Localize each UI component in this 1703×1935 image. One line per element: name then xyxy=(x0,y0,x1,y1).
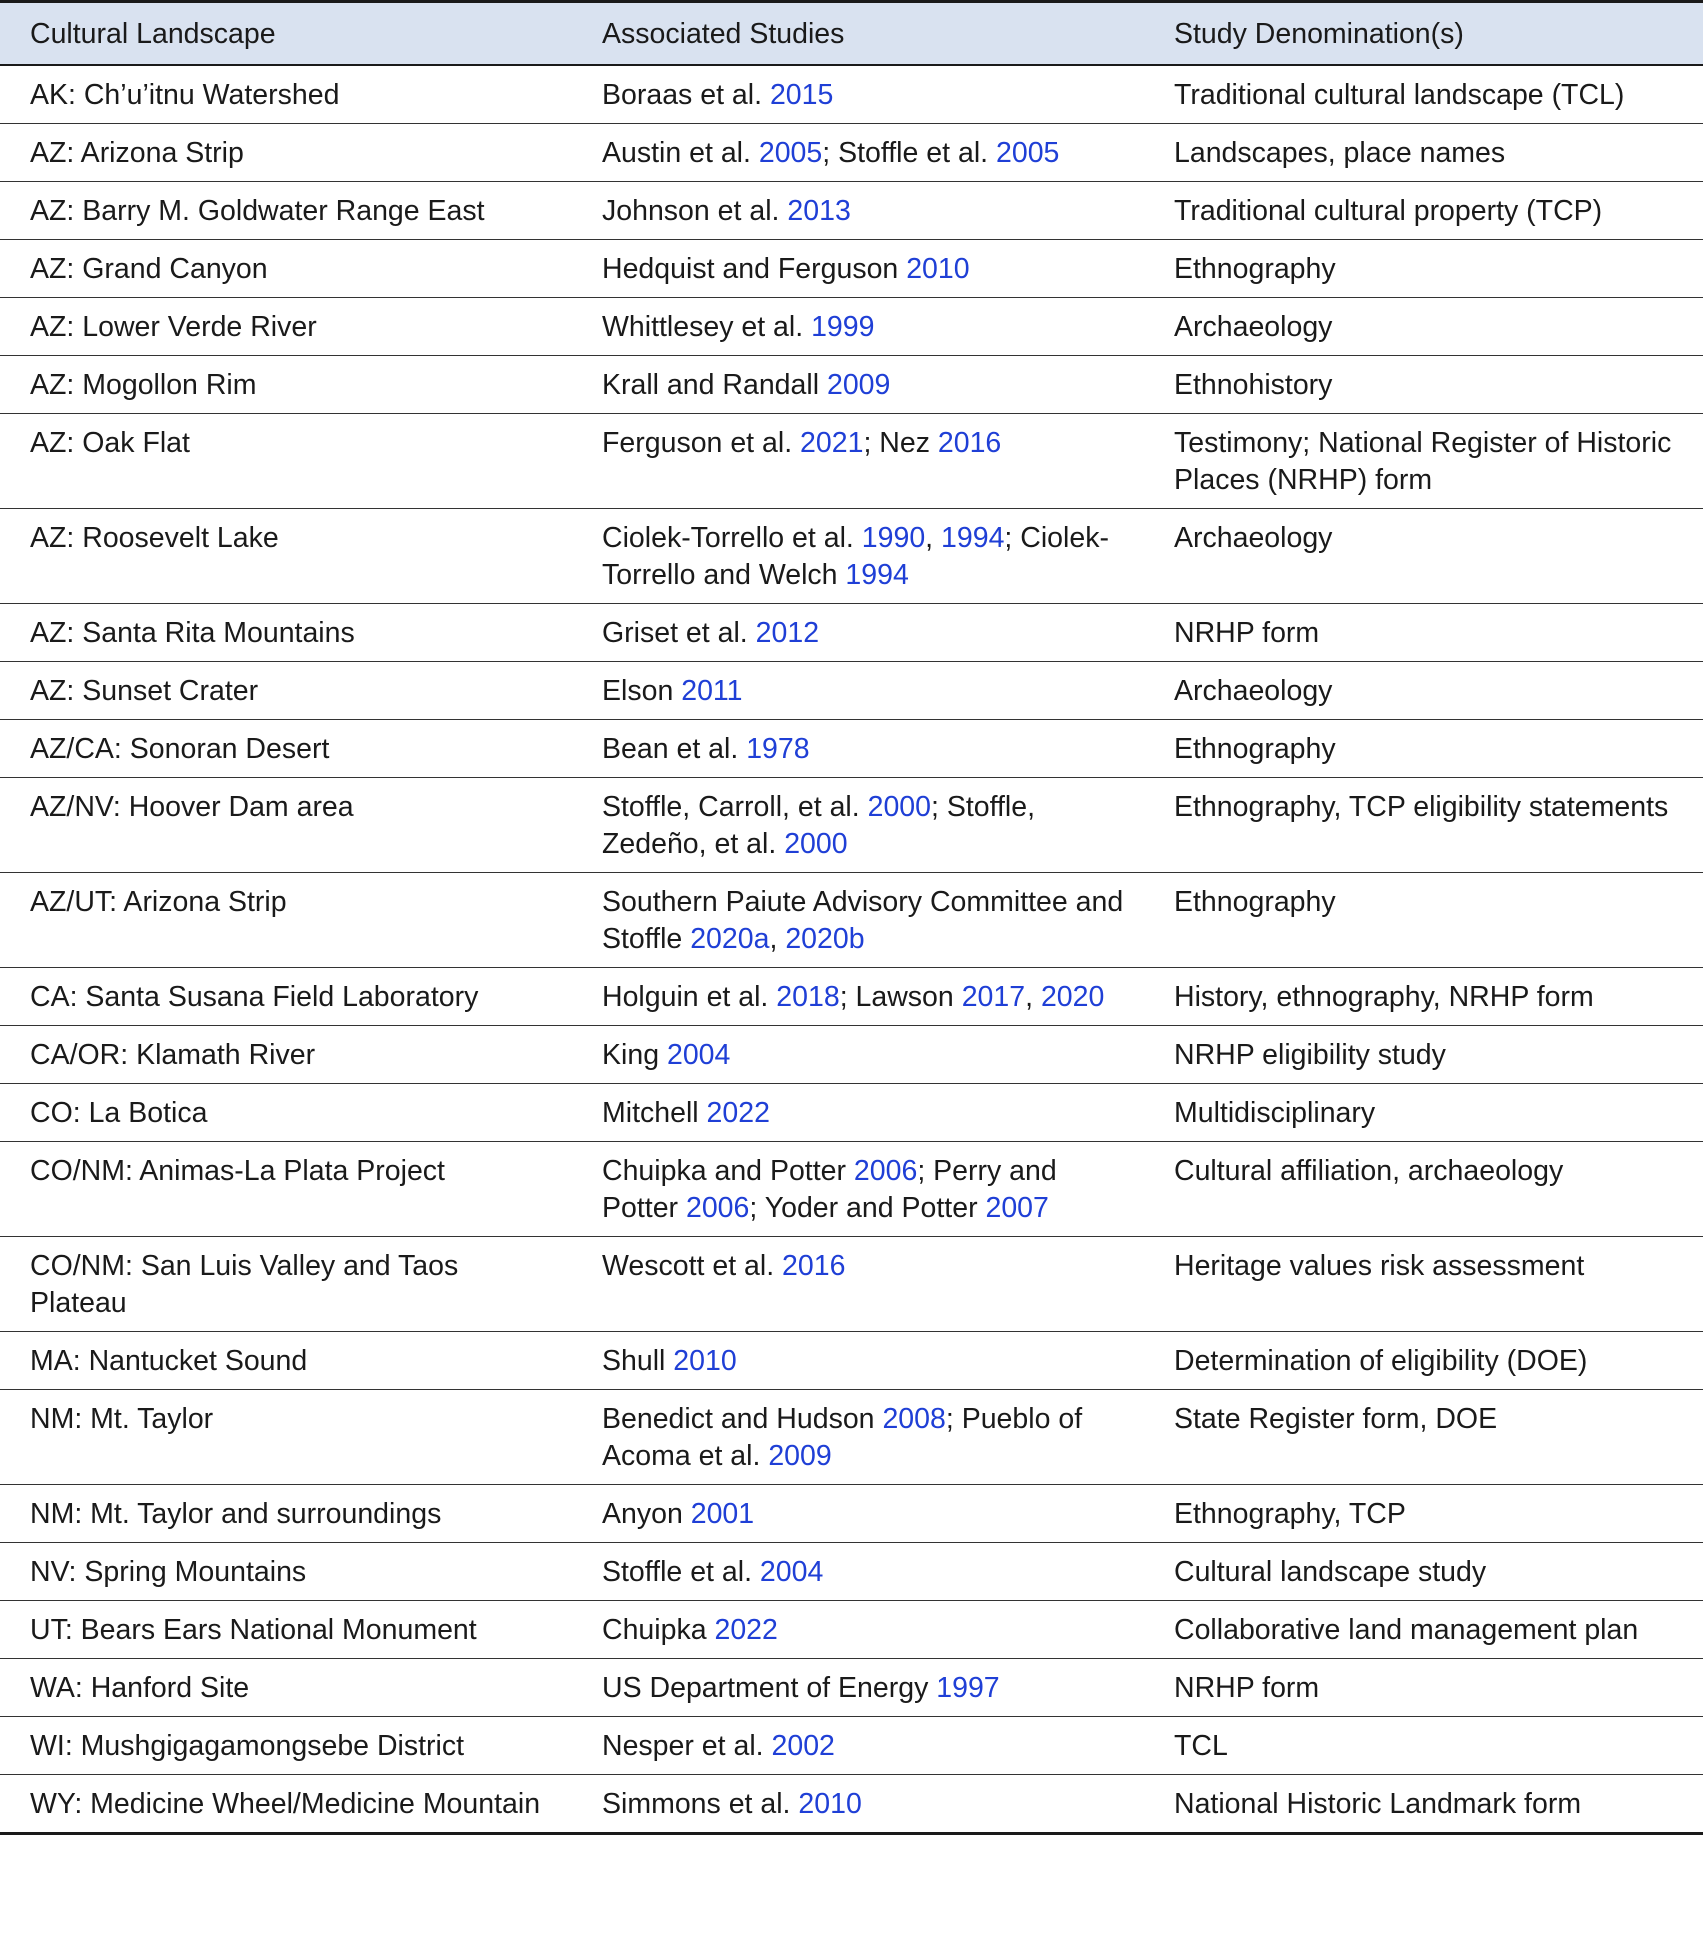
table-row xyxy=(0,240,1703,298)
citation-year-link[interactable]: 2009 xyxy=(768,1440,832,1472)
cell-associated-studies xyxy=(572,1142,1144,1237)
citation-author-text: Anyon xyxy=(602,1498,691,1530)
cell-associated-studies xyxy=(572,604,1144,662)
cell-associated-studies xyxy=(572,356,1144,414)
cell-cultural-landscape: AZ: Barry M. Goldwater Range East xyxy=(0,182,572,240)
citation-year-link[interactable]: 1999 xyxy=(811,311,875,343)
table-row xyxy=(0,509,1703,604)
cell-cultural-landscape: AZ: Grand Canyon xyxy=(0,240,572,298)
cell-cultural-landscape: NV: Spring Mountains xyxy=(0,1543,572,1601)
citation-year-link[interactable]: 2007 xyxy=(985,1192,1049,1224)
citation-year-link[interactable]: 2022 xyxy=(714,1614,778,1646)
citation-author-text: , xyxy=(769,923,786,955)
cell-cultural-landscape: AK: Ch’u’itnu Watershed xyxy=(0,65,572,124)
cell-cultural-landscape: AZ: Arizona Strip xyxy=(0,124,572,182)
citation-author-text: Bean et al. xyxy=(602,733,747,765)
table-row xyxy=(0,778,1703,873)
cell-study-denomination: Landscapes, place names xyxy=(1144,124,1703,182)
table-row xyxy=(0,1543,1703,1601)
cell-associated-studies xyxy=(572,414,1144,509)
cell-associated-studies xyxy=(572,1601,1144,1659)
citation-author-text: , xyxy=(925,522,942,554)
citation-author-text: ; Stoffle, Zedeño, et al. xyxy=(602,791,1036,860)
citation-year-link[interactable]: 2015 xyxy=(769,79,834,111)
citation-author-text: Stoffle, Carroll, et al. xyxy=(602,791,868,823)
citation-author-text: Hedquist and Ferguson xyxy=(602,253,907,285)
cell-associated-studies xyxy=(572,1084,1144,1142)
cell-cultural-landscape: MA: Nantucket Sound xyxy=(0,1332,572,1390)
citation-year-link[interactable]: 2020b xyxy=(785,923,865,955)
cell-associated-studies xyxy=(572,509,1144,604)
citation-author-text: ; Ciolek-Torrello and Welch xyxy=(602,522,1109,591)
citation-author-text: Southern Paiute Advisory Committee and Stoffle xyxy=(602,886,1124,955)
citation-author-text: ; Nez xyxy=(863,427,938,459)
cell-associated-studies xyxy=(572,182,1144,240)
citation-author-text: Holguin et al. xyxy=(602,981,777,1013)
citation-author-text: Mitchell xyxy=(602,1097,707,1129)
citation-year-link[interactable]: 2008 xyxy=(882,1403,946,1435)
cell-cultural-landscape: AZ/UT: Arizona Strip xyxy=(0,873,572,968)
cell-associated-studies xyxy=(572,720,1144,778)
cell-cultural-landscape: AZ: Roosevelt Lake xyxy=(0,509,572,604)
citation-author-text: ; Lawson xyxy=(839,981,962,1013)
citation-year-link[interactable]: 2006 xyxy=(685,1192,750,1224)
cell-study-denomination: History, ethnography, NRHP form xyxy=(1144,968,1703,1026)
cell-associated-studies xyxy=(572,873,1144,968)
cell-cultural-landscape: AZ: Mogollon Rim xyxy=(0,356,572,414)
cell-cultural-landscape: WY: Medicine Wheel/Medicine Mountain xyxy=(0,1775,572,1834)
table-row xyxy=(0,604,1703,662)
cell-associated-studies xyxy=(572,1659,1144,1717)
citation-year-link[interactable]: 2010 xyxy=(673,1345,737,1377)
cell-cultural-landscape: UT: Bears Ears National Monument xyxy=(0,1601,572,1659)
cell-study-denomination: NRHP eligibility study xyxy=(1144,1026,1703,1084)
header-cultural-landscape: Cultural Landscape xyxy=(0,2,572,66)
cell-associated-studies xyxy=(572,662,1144,720)
table-body xyxy=(0,65,1703,1834)
cell-study-denomination: Determination of eligibility (DOE) xyxy=(1144,1332,1703,1390)
cell-associated-studies xyxy=(572,240,1144,298)
cell-associated-studies xyxy=(572,1775,1144,1834)
cell-cultural-landscape: CO/NM: San Luis Valley and Taos Plateau xyxy=(0,1237,572,1332)
citation-year-link[interactable]: 2010 xyxy=(798,1788,862,1820)
cell-study-denomination: Cultural affiliation, archaeology xyxy=(1144,1142,1703,1237)
table-row xyxy=(0,1237,1703,1332)
table-row xyxy=(0,1659,1703,1717)
cell-associated-studies xyxy=(572,65,1144,124)
cell-cultural-landscape: AZ: Oak Flat xyxy=(0,414,572,509)
cell-study-denomination: Ethnography, TCP xyxy=(1144,1485,1703,1543)
cell-cultural-landscape: AZ: Sunset Crater xyxy=(0,662,572,720)
table-row xyxy=(0,414,1703,509)
table-row xyxy=(0,720,1703,778)
citation-year-link[interactable]: 1978 xyxy=(746,733,810,765)
cell-associated-studies xyxy=(572,1332,1144,1390)
table-row xyxy=(0,1390,1703,1485)
cell-associated-studies xyxy=(572,1026,1144,1084)
table-row xyxy=(0,1601,1703,1659)
table-row xyxy=(0,356,1703,414)
citation-author-text: Griset et al. xyxy=(602,617,756,649)
cell-study-denomination: Testimony; National Register of Historic Places (NRHP) form xyxy=(1144,414,1703,509)
citation-year-link[interactable]: 2018 xyxy=(776,981,840,1013)
cell-associated-studies xyxy=(572,968,1144,1026)
cell-cultural-landscape: AZ/CA: Sonoran Desert xyxy=(0,720,572,778)
citation-author-text: Chuipka xyxy=(602,1614,715,1646)
cell-study-denomination: Ethnography xyxy=(1144,720,1703,778)
cell-study-denomination: TCL xyxy=(1144,1717,1703,1775)
citation-author-text: Boraas et al. xyxy=(602,79,770,111)
cell-study-denomination: NRHP form xyxy=(1144,604,1703,662)
citation-year-link[interactable]: 2022 xyxy=(706,1097,770,1129)
cell-study-denomination: Traditional cultural landscape (TCL) xyxy=(1144,65,1703,124)
citation-year-link[interactable]: 2006 xyxy=(853,1155,918,1187)
cell-associated-studies xyxy=(572,298,1144,356)
cell-associated-studies xyxy=(572,1485,1144,1543)
citation-year-link[interactable]: 2000 xyxy=(784,828,848,860)
citation-author-text: Johnson et al. xyxy=(602,195,788,227)
citation-author-text: ; Pueblo of Acoma et al. xyxy=(602,1403,1083,1472)
cell-cultural-landscape: CO: La Botica xyxy=(0,1084,572,1142)
citation-author-text: Wescott et al. xyxy=(602,1250,783,1282)
citation-author-text: Nesper et al. xyxy=(602,1730,772,1762)
table-row xyxy=(0,873,1703,968)
citation-year-link[interactable]: 1994 xyxy=(845,559,909,591)
cell-study-denomination: Archaeology xyxy=(1144,662,1703,720)
citation-author-text: ; Yoder and Potter xyxy=(749,1192,986,1224)
cell-study-denomination: Archaeology xyxy=(1144,509,1703,604)
citation-year-link[interactable]: 1997 xyxy=(936,1672,1000,1704)
citation-author-text: Benedict and Hudson xyxy=(602,1403,883,1435)
cell-cultural-landscape: CA/OR: Klamath River xyxy=(0,1026,572,1084)
cell-cultural-landscape: CA: Santa Susana Field Laboratory xyxy=(0,968,572,1026)
cell-study-denomination: Cultural landscape study xyxy=(1144,1543,1703,1601)
cell-cultural-landscape: WA: Hanford Site xyxy=(0,1659,572,1717)
cell-study-denomination: Multidisciplinary xyxy=(1144,1084,1703,1142)
table-row xyxy=(0,124,1703,182)
cell-study-denomination: Ethnography xyxy=(1144,873,1703,968)
cell-study-denomination: Ethnohistory xyxy=(1144,356,1703,414)
table-row xyxy=(0,1026,1703,1084)
citation-year-link[interactable]: 2005 xyxy=(758,137,823,169)
cell-associated-studies xyxy=(572,1543,1144,1601)
cell-study-denomination: National Historic Landmark form xyxy=(1144,1775,1703,1834)
citation-year-link[interactable]: 2010 xyxy=(906,253,970,285)
citation-year-link[interactable]: 2016 xyxy=(782,1250,846,1282)
citation-year-link[interactable]: 2020 xyxy=(1040,981,1105,1013)
citation-year-link[interactable]: 2012 xyxy=(755,617,820,649)
table-row xyxy=(0,968,1703,1026)
header-row xyxy=(0,2,1703,66)
citation-author-text: Austin et al. xyxy=(602,137,759,169)
cell-study-denomination: Traditional cultural property (TCP) xyxy=(1144,182,1703,240)
citation-author-text: Ferguson et al. xyxy=(602,427,801,459)
cell-associated-studies xyxy=(572,778,1144,873)
citation-author-text: Krall and Randall xyxy=(602,369,827,401)
table-row xyxy=(0,1717,1703,1775)
citation-author-text: ; Perry and Potter xyxy=(602,1155,1057,1224)
header-associated-studies: Associated Studies xyxy=(572,2,1144,66)
citation-author-text: ; Stoffle et al. xyxy=(822,137,996,169)
citation-author-text: US Department of Energy xyxy=(602,1672,937,1704)
table-row xyxy=(0,182,1703,240)
citation-year-link[interactable]: 1990 xyxy=(861,522,926,554)
cell-cultural-landscape: NM: Mt. Taylor and surroundings xyxy=(0,1485,572,1543)
citation-year-link[interactable]: 2009 xyxy=(826,369,891,401)
table-row xyxy=(0,65,1703,124)
cell-study-denomination: Heritage values risk assessment xyxy=(1144,1237,1703,1332)
citation-author-text: Whittlesey et al. xyxy=(602,311,812,343)
citation-author-text: , xyxy=(1025,981,1041,1013)
citation-year-link[interactable]: 2011 xyxy=(681,675,743,707)
citation-year-link[interactable]: 2013 xyxy=(787,195,851,227)
citation-year-link[interactable]: 2004 xyxy=(759,1556,824,1588)
cell-associated-studies xyxy=(572,1717,1144,1775)
table-header xyxy=(0,2,1703,66)
table-row xyxy=(0,1332,1703,1390)
citation-year-link[interactable]: 2004 xyxy=(666,1039,731,1071)
citation-year-link[interactable]: 2000 xyxy=(867,791,931,823)
citation-author-text: King xyxy=(602,1039,667,1071)
cell-associated-studies xyxy=(572,124,1144,182)
citation-author-text: Ciolek-Torrello et al. xyxy=(602,522,862,554)
citation-author-text: Shull xyxy=(602,1345,674,1377)
cell-cultural-landscape: NM: Mt. Taylor xyxy=(0,1390,572,1485)
citation-year-link[interactable]: 2020a xyxy=(690,923,770,955)
header-study-denominations: Study Denomination(s) xyxy=(1144,2,1703,66)
table-row xyxy=(0,1485,1703,1543)
table-row xyxy=(0,1084,1703,1142)
citation-year-link[interactable]: 2001 xyxy=(690,1498,755,1530)
citation-year-link[interactable]: 1994 xyxy=(941,522,1005,554)
cell-cultural-landscape: CO/NM: Animas-La Plata Project xyxy=(0,1142,572,1237)
cell-study-denomination: Ethnography, TCP eligibility statements xyxy=(1144,778,1703,873)
table-row xyxy=(0,662,1703,720)
citation-year-link[interactable]: 2017 xyxy=(961,981,1026,1013)
cell-study-denomination: State Register form, DOE xyxy=(1144,1390,1703,1485)
cell-study-denomination: Collaborative land management plan xyxy=(1144,1601,1703,1659)
citation-year-link[interactable]: 2005 xyxy=(996,137,1060,169)
cell-study-denomination: NRHP form xyxy=(1144,1659,1703,1717)
citation-author-text: Elson xyxy=(602,675,682,707)
cell-study-denomination: Ethnography xyxy=(1144,240,1703,298)
cell-cultural-landscape: AZ/NV: Hoover Dam area xyxy=(0,778,572,873)
cell-cultural-landscape: AZ: Santa Rita Mountains xyxy=(0,604,572,662)
cell-associated-studies xyxy=(572,1237,1144,1332)
citation-year-link[interactable]: 2016 xyxy=(937,427,1002,459)
cell-cultural-landscape: WI: Mushgigagamongsebe District xyxy=(0,1717,572,1775)
cell-associated-studies xyxy=(572,1390,1144,1485)
cell-cultural-landscape: AZ: Lower Verde River xyxy=(0,298,572,356)
citation-year-link[interactable]: 2002 xyxy=(771,1730,835,1762)
citation-year-link[interactable]: 2021 xyxy=(800,427,864,459)
table-row xyxy=(0,1142,1703,1237)
cell-study-denomination: Archaeology xyxy=(1144,298,1703,356)
citation-author-text: Chuipka and Potter xyxy=(602,1155,854,1187)
table-row xyxy=(0,1775,1703,1834)
table-row xyxy=(0,298,1703,356)
citation-author-text: Simmons et al. xyxy=(602,1788,799,1820)
citation-author-text: Stoffle et al. xyxy=(602,1556,760,1588)
